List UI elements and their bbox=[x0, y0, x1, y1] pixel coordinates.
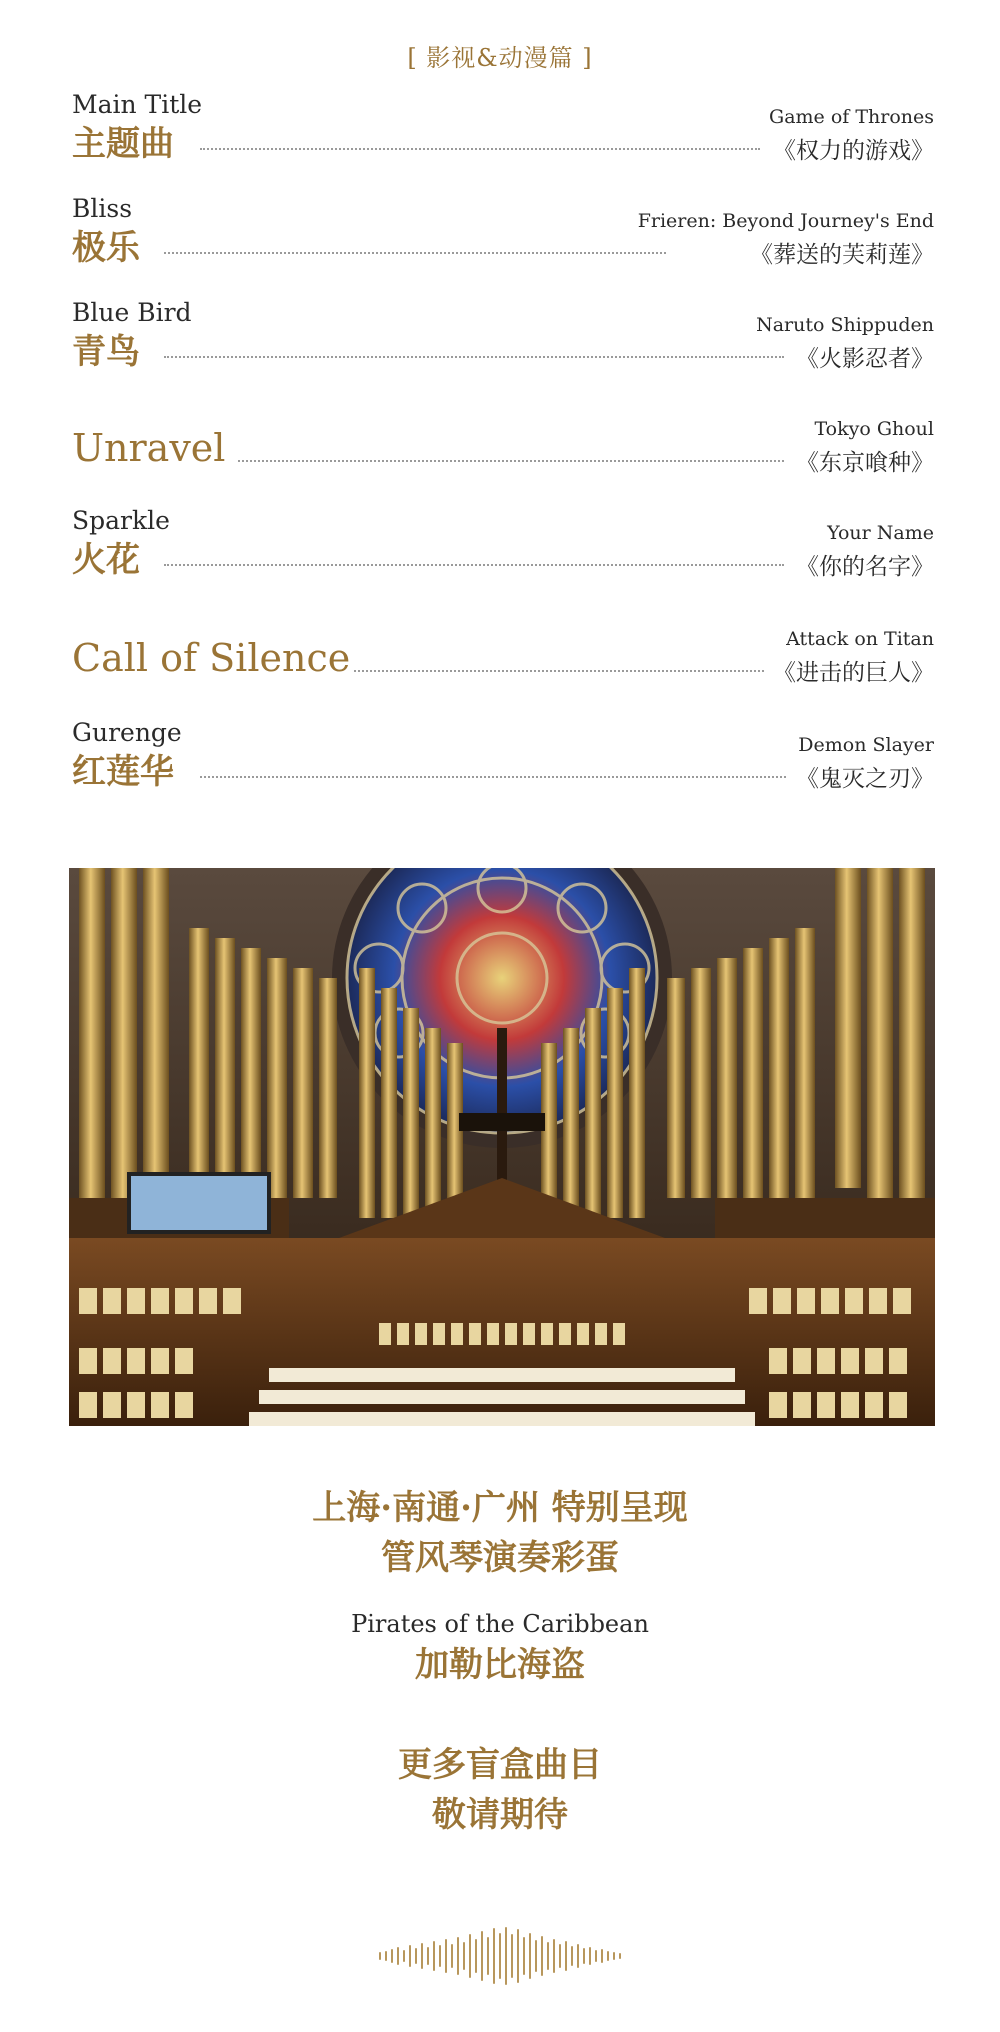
dotted-leader bbox=[164, 356, 784, 358]
track-item bbox=[72, 194, 934, 284]
track-source-en: Demon Slayer bbox=[798, 734, 934, 756]
track-source-zh: 《进击的巨人》 bbox=[773, 660, 934, 686]
track-title-en: Bliss bbox=[72, 194, 133, 223]
track-source-en: Your Name bbox=[827, 522, 934, 544]
track-item bbox=[72, 402, 934, 492]
pipe-organ-photo bbox=[69, 868, 935, 1426]
track-title-en: Main Title bbox=[72, 90, 203, 119]
special-line-2: 管风琴演奏彩蛋 bbox=[381, 1538, 619, 1578]
sound-wave-icon bbox=[376, 1926, 626, 1986]
track-item bbox=[72, 612, 934, 702]
pipe-organ-illustration bbox=[69, 868, 935, 1426]
track-title-zh: 青鸟 bbox=[72, 332, 140, 372]
special-heading bbox=[0, 1483, 1000, 1583]
track-source-en: Game of Thrones bbox=[769, 106, 934, 128]
track-source-zh: 《鬼灭之刃》 bbox=[796, 766, 934, 792]
special-song-en: Pirates of the Caribbean bbox=[351, 1610, 649, 1638]
track-title-en: Sparkle bbox=[72, 506, 170, 535]
more-coming-block bbox=[0, 1740, 1000, 1840]
more-line-2: 敬请期待 bbox=[432, 1795, 568, 1835]
track-source-en: Attack on Titan bbox=[786, 628, 934, 650]
track-title-zh: 火花 bbox=[72, 540, 140, 580]
track-item bbox=[72, 90, 934, 180]
track-source-zh: 《火影忍者》 bbox=[796, 346, 934, 372]
track-title-zh: 红莲华 bbox=[72, 752, 174, 792]
dotted-leader bbox=[354, 670, 764, 672]
track-title-en: Blue Bird bbox=[72, 298, 192, 327]
track-source-en: Naruto Shippuden bbox=[756, 314, 934, 336]
section-tag: [ 影视&动漫篇 ] bbox=[407, 44, 593, 72]
dotted-leader bbox=[164, 564, 784, 566]
track-source-zh: 《权力的游戏》 bbox=[773, 138, 934, 164]
track-item bbox=[72, 506, 934, 596]
dotted-leader bbox=[238, 460, 784, 462]
track-source-zh: 《葬送的芙莉莲》 bbox=[750, 242, 934, 268]
track-title-en: Gurenge bbox=[72, 718, 182, 747]
special-line-1: 上海·南通·广州 特别呈现 bbox=[312, 1488, 688, 1528]
track-source-en: Frieren: Beyond Journey's End bbox=[637, 210, 934, 232]
track-item bbox=[72, 718, 934, 808]
more-line-1: 更多盲盒曲目 bbox=[398, 1745, 602, 1785]
track-title-zh: 主题曲 bbox=[72, 124, 174, 164]
track-title-zh: Unravel bbox=[72, 426, 226, 470]
track-title-zh: 极乐 bbox=[72, 228, 140, 268]
dotted-leader bbox=[200, 776, 786, 778]
track-item bbox=[72, 298, 934, 388]
dotted-leader bbox=[164, 252, 666, 254]
track-source-zh: 《你的名字》 bbox=[796, 554, 934, 580]
track-source-zh: 《东京喰种》 bbox=[796, 450, 934, 476]
track-title-zh: Call of Silence bbox=[72, 636, 351, 680]
dotted-leader bbox=[200, 148, 760, 150]
special-song-zh: 加勒比海盗 bbox=[415, 1645, 585, 1685]
track-source-en: Tokyo Ghoul bbox=[814, 418, 934, 440]
